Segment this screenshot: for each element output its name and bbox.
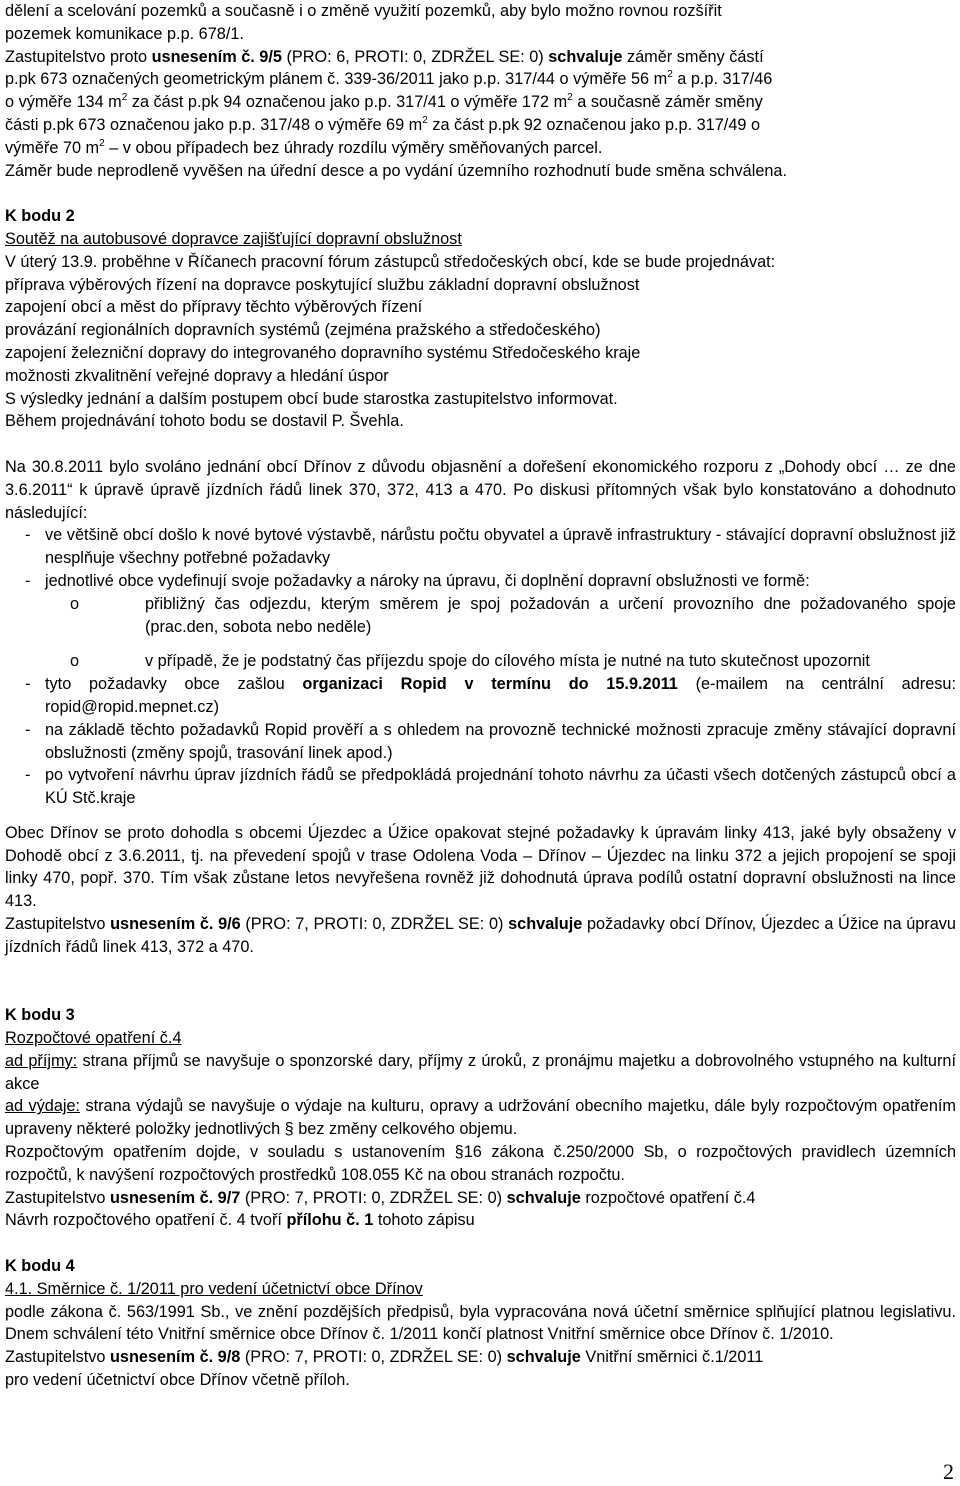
spacer <box>5 959 956 982</box>
paragraph <box>5 1209 956 1232</box>
text: strana příjmů se navyšuje o sponzorské dary, příjmy z úroků, z pronájmu majetku a dobrovolného vstupného na kulturní akce <box>5 1051 956 1093</box>
text: (e-mailem na centrální adresu: ropid@ropid.mepnet.cz) <box>45 675 956 716</box>
list-item <box>5 673 956 719</box>
list-item <box>5 719 956 765</box>
paragraph: příprava výběrových řízení na dopravce poskytující službu základní dopravní obslužnost <box>5 275 640 294</box>
text: požadavky obcí Dřínov, Újezdec a Úžice na úpravu jízdních řádů linek 413, 372 a 470. <box>5 915 956 956</box>
text: pozemek komunikace p.p. 678/1. <box>5 24 244 43</box>
page-number: 2 <box>943 1459 954 1484</box>
list-text: po vytvoření návrhu úprav jízdních řádů se předpokládá projednání tohoto návrhu za účasti všech dotčených zástupců obcí a KÚ Stč.kraje <box>45 766 956 808</box>
section-heading: K bodu 4 <box>5 1257 75 1276</box>
deadline-text: organizaci Ropid v termínu do 15.9.2011 <box>302 675 678 694</box>
text: Zastupitelstvo <box>5 1188 110 1207</box>
text: (PRO: 7, PROTI: 0, ZDRŽEL SE: 0) <box>240 1348 507 1367</box>
text: a současně záměr směny <box>572 93 763 112</box>
resolution <box>5 1346 956 1369</box>
paragraph: S výsledky jednání a dalším postupem obcí bude starostka zastupitelstvo informovat. <box>5 389 618 408</box>
text: schvaluje <box>506 1348 581 1367</box>
paragraph: V úterý 13.9. proběhne v Říčanech pracovní fórum zástupců středočeských obcí, kde se bude projednávat: <box>5 252 776 271</box>
text: schvaluje <box>506 1188 581 1207</box>
text: usnesením č. 9/8 <box>109 1348 241 1367</box>
text: Zastupitelstvo proto <box>5 47 152 66</box>
section-heading: K bodu 3 <box>5 1006 75 1025</box>
section-subheading: 4.1. Směrnice č. 1/2011 pro vedení účetnictví obce Dřínov <box>5 1279 423 1298</box>
paragraph: Obec Dřínov se proto dohodla s obcemi Újezdec a Úžice opakovat stejné požadavky k úpravám linky 413, jaké byly obsaženy v Dohodě obcí z 3.6.2011, tj. na převedení spojů v trase Odolena Voda – Dřínov – Újezdec na linku 372 a jejich propojení se spoji linky 470, popř. 370. Tím však zůstane letos nevyřešena rovněž již dohodnutá úprava podílů ostatní dopravní obslužnosti na lince 413. <box>5 823 956 911</box>
text: strana výdajů se navyšuje o výdaje na kulturu, opravy a udržování obecního majetku, dále byly rozpočtovým opatřením upraveny některé položky jednotlivých § bez změny celkového objemu. <box>5 1097 956 1139</box>
text: dělení a scelování pozemků a současně i o změně využití pozemků, aby bylo možno rovnou rozšířit <box>5 2 722 20</box>
text: záměr směny částí <box>622 47 764 66</box>
superscript: 2 <box>99 137 105 149</box>
text: části p.pk 673 označenou jako p.p. 317/48 o výměře 69 m <box>5 115 423 134</box>
list-text <box>45 673 956 719</box>
text: tyto požadavky obce zašlou <box>45 675 303 694</box>
text: rozpočtové opatření č.4 <box>580 1188 756 1207</box>
text: – v obou případech bez úhrady rozdílu výměry směňovaných parcel. <box>104 138 603 157</box>
superscript: 2 <box>567 92 573 104</box>
paragraph <box>5 1050 956 1096</box>
paragraph: Rozpočtovým opatřením dojde, v souladu s ustanovením §16 zákona č.250/2000 Sb, o rozpočtových pravidlech územních rozpočtů, k navýšení rozpočtových prostředků 108.055 Kč na obou stranách rozpočtu. <box>5 1143 956 1184</box>
text: tohoto zápisu <box>373 1211 475 1230</box>
list-text: ve většině obcí došlo k nové bytové výstavbě, nárůstu počtu obyvatel a úpravě infrastruktury - stávající dopravní obslužnost již nesplňuje všechny potřebné požadavky <box>45 526 956 568</box>
text: p.pk 673 označených geometrickým plánem č. 339-36/2011 jako p.p. 317/44 o výměře 56 m <box>5 70 668 89</box>
list-item <box>5 570 956 593</box>
resolution <box>5 913 956 959</box>
paragraph: Na 30.8.2011 bylo svoláno jednání obcí Dřínov z důvodu objasnění a dořešení ekonomického rozporu z „Dohody obcí … ze dne 3.6.2011“ k úpravě úpravě jízdních řádů linek 370, 372, 413 a 470. Po diskusi přítomných však bylo konstatováno a dohodnuto následující: <box>5 457 956 522</box>
text: o výměře 134 m <box>5 93 122 112</box>
spacer <box>5 810 956 822</box>
dash-bullet: - <box>25 675 31 694</box>
spacer <box>5 1232 956 1255</box>
paragraph: pro vedení účetnictví obce Dřínov včetně příloh. <box>5 1371 350 1390</box>
paragraph: zapojení obcí a měst do přípravy těchto výběrových řízení <box>5 298 423 317</box>
dash-bullet: - <box>25 720 31 739</box>
superscript: 2 <box>422 114 428 126</box>
sub-list-item <box>65 593 956 639</box>
text: výměře 70 m <box>5 138 100 157</box>
dash-bullet: - <box>25 571 31 590</box>
text: usnesením č. 9/7 <box>109 1188 241 1207</box>
list-text: v případě, že je podstatný čas příjezdu spoje do cílového místa je nutné na tuto skutečnost upozornit <box>145 652 870 671</box>
dash-bullet: - <box>25 526 31 545</box>
text: schvaluje <box>508 915 583 934</box>
list-item <box>5 764 956 810</box>
text: 4 <box>172 1029 182 1048</box>
text: Rozpočtové opatření č. <box>5 1029 173 1048</box>
superscript: 2 <box>667 69 673 81</box>
paragraph <box>5 1095 956 1141</box>
text: Zastupitelstvo <box>5 1348 110 1367</box>
paragraph: možnosti zkvalitnění veřejné dopravy a hledání úspor <box>5 366 389 385</box>
text: Záměr bude neprodleně vyvěšen na úřední desce a po vydání územního rozhodnutí bude směna schválena. <box>5 161 788 180</box>
circle-bullet: o <box>70 652 80 671</box>
text: schvaluje <box>548 47 623 66</box>
section-heading: K bodu 2 <box>5 207 75 226</box>
spacer <box>5 433 956 456</box>
list-item <box>5 524 956 570</box>
dash-bullet: - <box>25 766 31 785</box>
paragraph-land-exchange <box>5 0 956 182</box>
text: Zastupitelstvo <box>5 915 111 934</box>
text: za část p.pk 94 označenou jako p.p. 317/41 o výměře 172 m <box>127 93 568 112</box>
spacer <box>5 638 956 650</box>
list-text: přibližný čas odjezdu, kterým směrem je spoj požadován a určení provozního dne požadovaného spoje (prac.den, sobota nebo neděle) <box>145 594 956 636</box>
paragraph: Během projednávání tohoto bodu se dostavil P. Švehla. <box>5 412 404 431</box>
paragraph: zapojení železniční dopravy do integrovaného dopravního systému Středočeského kraje <box>5 343 641 362</box>
paragraph: provázání regionálních dopravních systémů (zejména pražského a středočeského) <box>5 321 601 340</box>
text: ad výdaje: <box>5 1097 81 1116</box>
text: usnesením č. 9/6 <box>110 915 241 934</box>
resolution <box>5 1187 956 1210</box>
section-subheading: Soutěž na autobusové dopravce zajišťující dopravní obslužnost <box>5 229 462 248</box>
text: ad příjmy: <box>5 1051 78 1070</box>
superscript: 2 <box>121 92 128 104</box>
text: (PRO: 7, PROTI: 0, ZDRŽEL SE: 0) <box>240 1188 507 1207</box>
text: přílohu č. 1 <box>286 1211 374 1230</box>
text: a p.p. 317/46 <box>672 70 773 89</box>
paragraph: podle zákona č. 563/1991 Sb., ve znění pozdějších předpisů, byla vypracována nová účetní směrnice splňující platnou legislativu. Dnem schválení této Vnitřní směrnice obce Dřínov č. 1/2011 končí platnost Vnitřní směrnice obce Dřínov č. 1/2010. <box>5 1302 956 1344</box>
text: za část p.pk 92 označenou jako p.p. 317/49 o <box>427 115 761 134</box>
text: Návrh rozpočtového opatření č. 4 tvoří <box>5 1211 287 1230</box>
list-text: jednotlivé obce vydefinují svoje požadavky a nároky na úpravu, či doplnění dopravní obslužnosti ve formě: <box>45 571 810 590</box>
list-text: na základě těchto požadavků Ropid prověří a s ohledem na provozně technické možnosti zpracuje změny stávající dopravní obslužnosti (změny spojů, trasování linek apod.) <box>45 720 956 762</box>
text: Vnitřní směrnici č.1/2011 <box>580 1348 764 1367</box>
section-subheading <box>5 1027 956 1050</box>
text: (PRO: 6, PROTI: 0, ZDRŽEL SE: 0) <box>281 47 549 66</box>
spacer <box>5 981 956 1004</box>
text: (PRO: 7, PROTI: 0, ZDRŽEL SE: 0) <box>240 915 509 934</box>
spacer <box>5 182 956 205</box>
text: 9/5 <box>254 47 282 66</box>
sub-list-item <box>65 650 956 673</box>
circle-bullet: o <box>70 594 80 613</box>
text: usnesením č. <box>151 47 255 66</box>
